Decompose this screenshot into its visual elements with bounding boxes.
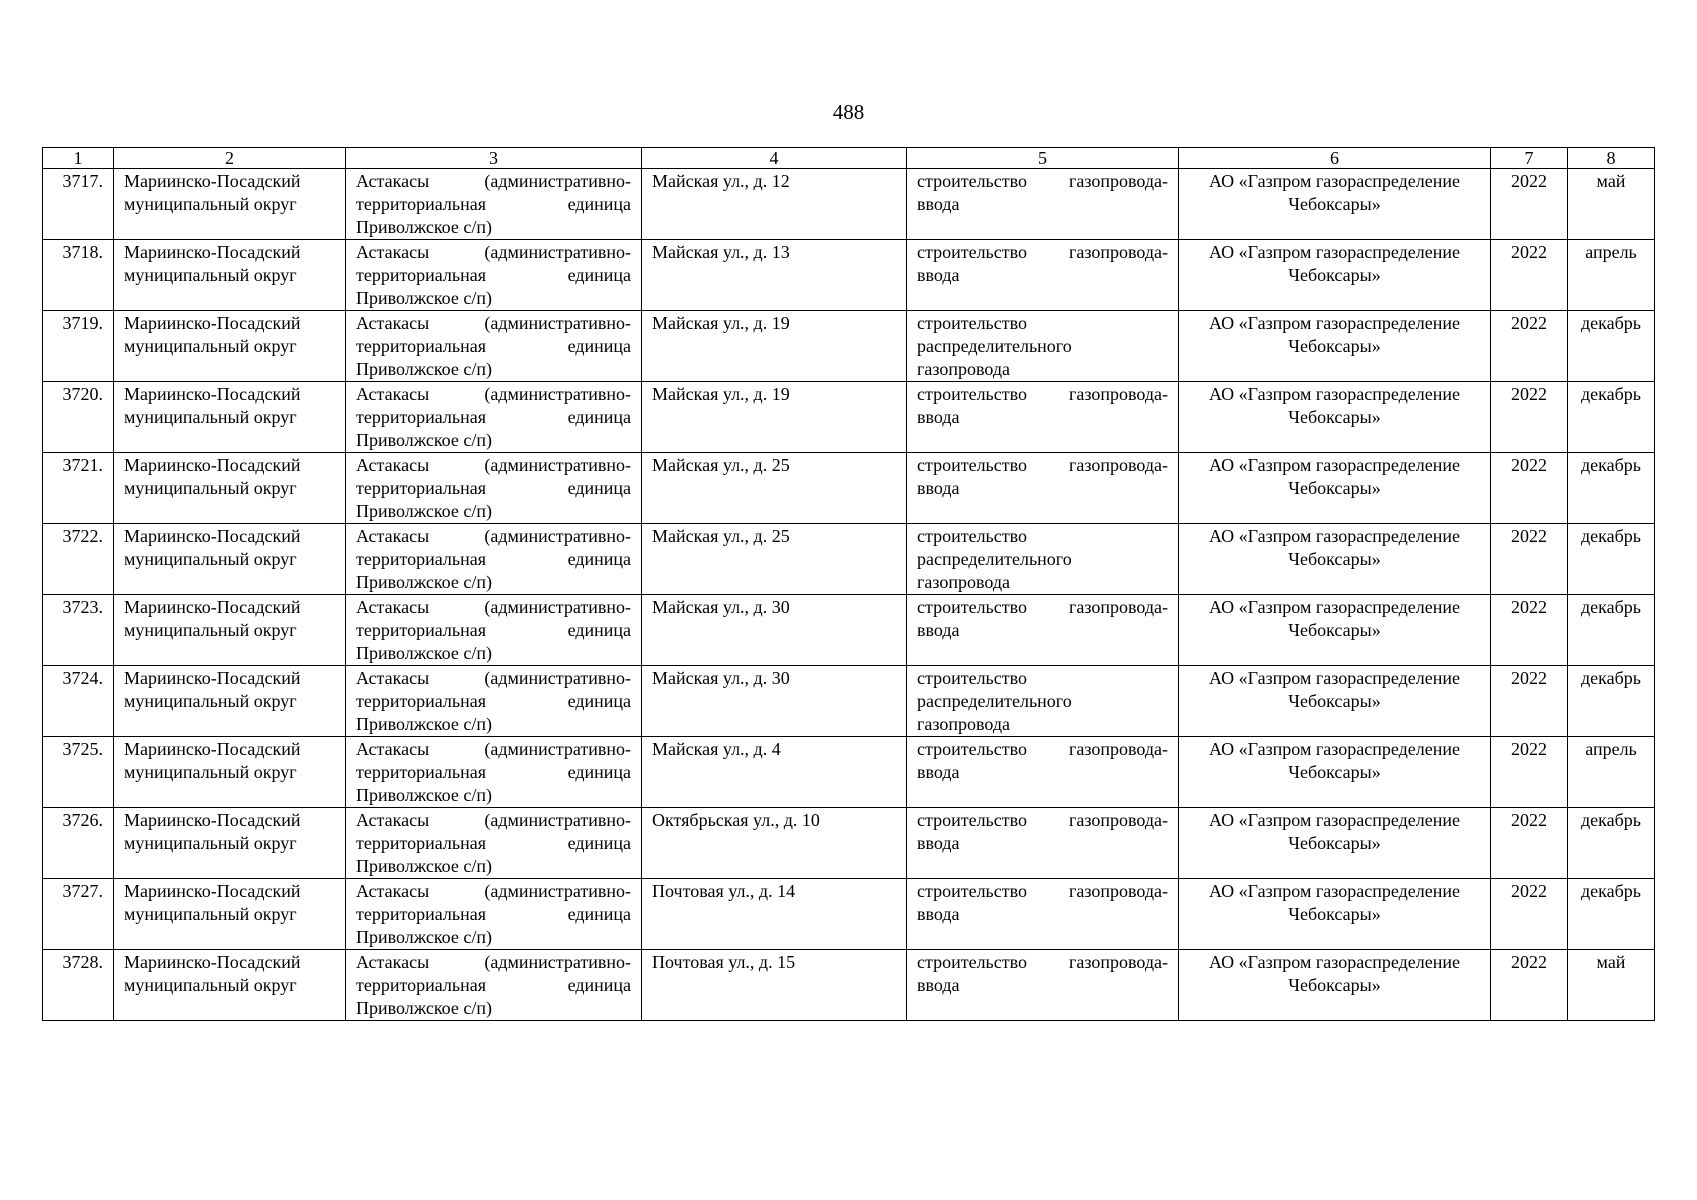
- cell-year: 2022: [1491, 240, 1568, 311]
- cell-work: строительство газопровода-ввода: [907, 169, 1179, 240]
- cell-address: Майская ул., д. 12: [642, 169, 907, 240]
- cell-settlement: Астакасы (административно-территориальная единица Приволжское с/п): [346, 879, 642, 950]
- cell-district: Мариинско-Посадский муниципальный округ: [114, 240, 346, 311]
- cell-year: 2022: [1491, 595, 1568, 666]
- cell-district: Мариинско-Посадский муниципальный округ: [114, 737, 346, 808]
- cell-address: Октябрьская ул., д. 10: [642, 808, 907, 879]
- cell-month: май: [1568, 169, 1655, 240]
- table-row: [43, 382, 1655, 453]
- cell-work: строительство газопровода-ввода: [907, 595, 1179, 666]
- cell-work: строительство газопровода-ввода: [907, 950, 1179, 1021]
- cell-number: 3725.: [43, 737, 114, 808]
- column-header: 2: [114, 148, 346, 169]
- cell-organization: АО «Газпром газораспределение Чебоксары»: [1179, 169, 1491, 240]
- cell-district: Мариинско-Посадский муниципальный округ: [114, 879, 346, 950]
- table-row: [43, 595, 1655, 666]
- cell-number: 3720.: [43, 382, 114, 453]
- cell-district: Мариинско-Посадский муниципальный округ: [114, 666, 346, 737]
- cell-organization: АО «Газпром газораспределение Чебоксары»: [1179, 666, 1491, 737]
- cell-month: декабрь: [1568, 382, 1655, 453]
- cell-month: декабрь: [1568, 808, 1655, 879]
- cell-number: 3727.: [43, 879, 114, 950]
- cell-work: строительство распределительного газопровода: [907, 666, 1179, 737]
- cell-settlement: Астакасы (административно-территориальная единица Приволжское с/п): [346, 240, 642, 311]
- cell-settlement: Астакасы (административно-территориальная единица Приволжское с/п): [346, 169, 642, 240]
- cell-year: 2022: [1491, 169, 1568, 240]
- cell-address: Почтовая ул., д. 14: [642, 879, 907, 950]
- data-table: [42, 147, 1655, 1021]
- cell-year: 2022: [1491, 808, 1568, 879]
- table-row: [43, 879, 1655, 950]
- column-header: 5: [907, 148, 1179, 169]
- cell-number: 3724.: [43, 666, 114, 737]
- cell-year: 2022: [1491, 950, 1568, 1021]
- table-row: [43, 453, 1655, 524]
- cell-settlement: Астакасы (административно-территориальная единица Приволжское с/п): [346, 453, 642, 524]
- cell-organization: АО «Газпром газораспределение Чебоксары»: [1179, 453, 1491, 524]
- cell-number: 3718.: [43, 240, 114, 311]
- cell-district: Мариинско-Посадский муниципальный округ: [114, 311, 346, 382]
- cell-number: 3728.: [43, 950, 114, 1021]
- cell-address: Майская ул., д. 19: [642, 311, 907, 382]
- cell-month: декабрь: [1568, 666, 1655, 737]
- cell-settlement: Астакасы (административно-территориальная единица Приволжское с/п): [346, 950, 642, 1021]
- cell-address: Майская ул., д. 30: [642, 595, 907, 666]
- cell-settlement: Астакасы (административно-территориальная единица Приволжское с/п): [346, 666, 642, 737]
- cell-year: 2022: [1491, 879, 1568, 950]
- cell-organization: АО «Газпром газораспределение Чебоксары»: [1179, 595, 1491, 666]
- header-row: [43, 148, 1655, 169]
- cell-settlement: Астакасы (административно-территориальная единица Приволжское с/п): [346, 382, 642, 453]
- table-body: [43, 169, 1655, 1021]
- cell-district: Мариинско-Посадский муниципальный округ: [114, 453, 346, 524]
- column-header: 1: [43, 148, 114, 169]
- table-row: [43, 737, 1655, 808]
- table-row: [43, 524, 1655, 595]
- column-header: 7: [1491, 148, 1568, 169]
- cell-settlement: Астакасы (административно-территориальная единица Приволжское с/п): [346, 808, 642, 879]
- cell-month: апрель: [1568, 737, 1655, 808]
- column-header: 6: [1179, 148, 1491, 169]
- cell-number: 3719.: [43, 311, 114, 382]
- cell-district: Мариинско-Посадский муниципальный округ: [114, 382, 346, 453]
- table-row: [43, 311, 1655, 382]
- cell-address: Майская ул., д. 13: [642, 240, 907, 311]
- column-header: 4: [642, 148, 907, 169]
- cell-number: 3717.: [43, 169, 114, 240]
- cell-organization: АО «Газпром газораспределение Чебоксары»: [1179, 240, 1491, 311]
- cell-year: 2022: [1491, 666, 1568, 737]
- cell-organization: АО «Газпром газораспределение Чебоксары»: [1179, 879, 1491, 950]
- cell-work: строительство газопровода-ввода: [907, 453, 1179, 524]
- cell-settlement: Астакасы (административно-территориальная единица Приволжское с/п): [346, 595, 642, 666]
- cell-number: 3723.: [43, 595, 114, 666]
- cell-district: Мариинско-Посадский муниципальный округ: [114, 595, 346, 666]
- table-row: [43, 808, 1655, 879]
- table-row: [43, 950, 1655, 1021]
- cell-settlement: Астакасы (административно-территориальная единица Приволжское с/п): [346, 311, 642, 382]
- cell-address: Майская ул., д. 25: [642, 453, 907, 524]
- column-header: 3: [346, 148, 642, 169]
- cell-work: строительство газопровода-ввода: [907, 808, 1179, 879]
- cell-year: 2022: [1491, 524, 1568, 595]
- cell-number: 3726.: [43, 808, 114, 879]
- cell-address: Майская ул., д. 19: [642, 382, 907, 453]
- cell-month: декабрь: [1568, 879, 1655, 950]
- cell-year: 2022: [1491, 453, 1568, 524]
- cell-settlement: Астакасы (административно-территориальная единица Приволжское с/п): [346, 737, 642, 808]
- cell-month: декабрь: [1568, 453, 1655, 524]
- cell-month: май: [1568, 950, 1655, 1021]
- cell-organization: АО «Газпром газораспределение Чебоксары»: [1179, 737, 1491, 808]
- cell-organization: АО «Газпром газораспределение Чебоксары»: [1179, 382, 1491, 453]
- cell-year: 2022: [1491, 382, 1568, 453]
- cell-number: 3721.: [43, 453, 114, 524]
- cell-address: Почтовая ул., д. 15: [642, 950, 907, 1021]
- table-row: [43, 666, 1655, 737]
- cell-district: Мариинско-Посадский муниципальный округ: [114, 950, 346, 1021]
- cell-work: строительство распределительного газопровода: [907, 524, 1179, 595]
- cell-district: Мариинско-Посадский муниципальный округ: [114, 808, 346, 879]
- cell-month: декабрь: [1568, 595, 1655, 666]
- cell-address: Майская ул., д. 30: [642, 666, 907, 737]
- cell-settlement: Астакасы (административно-территориальная единица Приволжское с/п): [346, 524, 642, 595]
- cell-work: строительство газопровода-ввода: [907, 737, 1179, 808]
- cell-organization: АО «Газпром газораспределение Чебоксары»: [1179, 950, 1491, 1021]
- cell-work: строительство газопровода-ввода: [907, 382, 1179, 453]
- cell-organization: АО «Газпром газораспределение Чебоксары»: [1179, 311, 1491, 382]
- cell-month: декабрь: [1568, 311, 1655, 382]
- cell-year: 2022: [1491, 311, 1568, 382]
- cell-district: Мариинско-Посадский муниципальный округ: [114, 524, 346, 595]
- cell-work: строительство распределительного газопровода: [907, 311, 1179, 382]
- column-header: 8: [1568, 148, 1655, 169]
- cell-work: строительство газопровода-ввода: [907, 240, 1179, 311]
- table-row: [43, 169, 1655, 240]
- cell-address: Майская ул., д. 25: [642, 524, 907, 595]
- cell-organization: АО «Газпром газораспределение Чебоксары»: [1179, 524, 1491, 595]
- cell-address: Майская ул., д. 4: [642, 737, 907, 808]
- cell-district: Мариинско-Посадский муниципальный округ: [114, 169, 346, 240]
- page-number: 488: [832, 100, 865, 124]
- cell-month: декабрь: [1568, 524, 1655, 595]
- cell-organization: АО «Газпром газораспределение Чебоксары»: [1179, 808, 1491, 879]
- cell-number: 3722.: [43, 524, 114, 595]
- cell-month: апрель: [1568, 240, 1655, 311]
- cell-year: 2022: [1491, 737, 1568, 808]
- cell-work: строительство газопровода-ввода: [907, 879, 1179, 950]
- table-row: [43, 240, 1655, 311]
